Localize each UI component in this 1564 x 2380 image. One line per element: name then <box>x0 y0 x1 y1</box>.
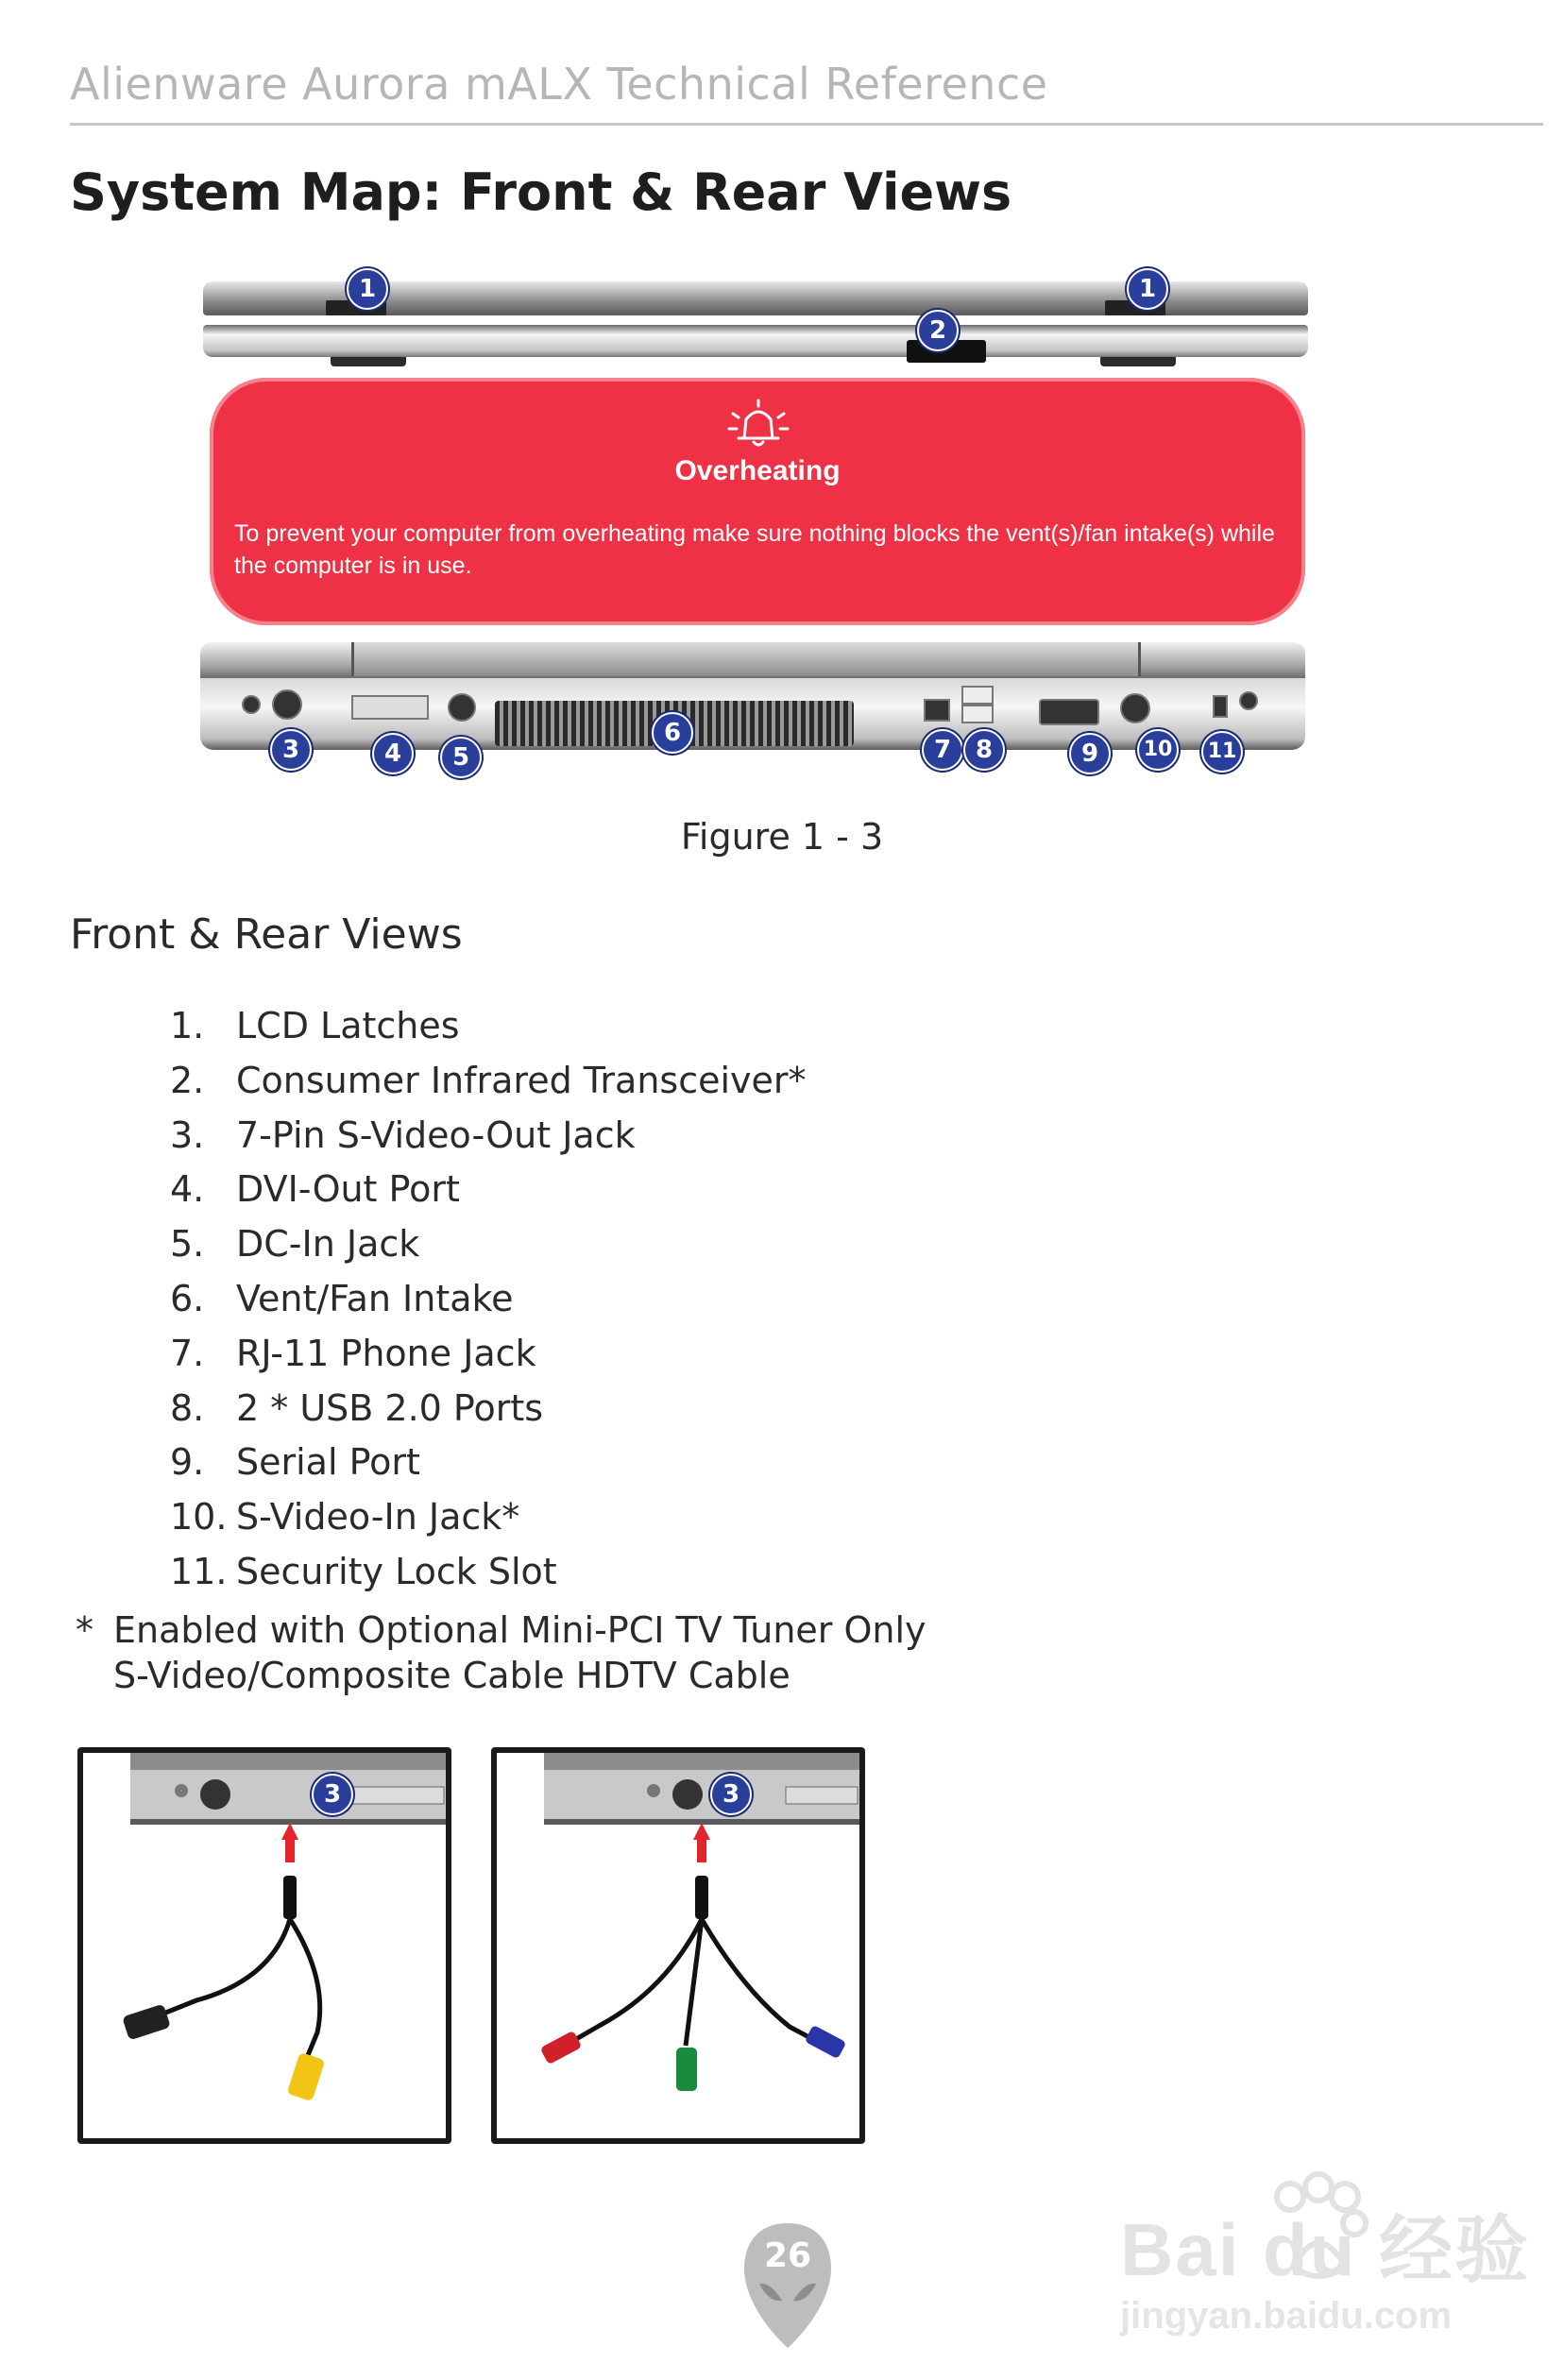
warning-text: To prevent your computer from overheating make sure nothing blocks the vent(s)/fan intake(s) while the computer is in use. <box>234 520 1275 579</box>
svideo-composite-cable-illustration <box>83 1753 446 2138</box>
figure-caption: Figure 1 - 3 <box>680 816 884 858</box>
rj11-phone-jack <box>924 699 950 722</box>
item-number: 4. <box>170 1168 205 1211</box>
security-lock-slot <box>1213 695 1228 718</box>
footnote-mark: * <box>76 1609 94 1651</box>
laptop-front-view <box>203 275 1308 376</box>
watermark-url: jingyan.baidu.com <box>1120 2295 1453 2337</box>
item-number: 7. <box>170 1332 205 1374</box>
callout-3: 3 <box>710 1774 752 1815</box>
usb-port-bottom <box>961 705 994 723</box>
list-item <box>170 1333 1114 1387</box>
callout-3: 3 <box>312 1774 353 1815</box>
item-number: 10. <box>170 1496 228 1538</box>
footnote-line-2: S-Video/Composite Cable HDTV Cable <box>113 1655 790 1696</box>
footnote-line-1: Enabled with Optional Mini-PCI TV Tuner Only <box>113 1609 926 1651</box>
item-number: 2. <box>170 1059 205 1101</box>
alarm-bell-icon <box>725 397 791 450</box>
watermark-brand: Bai du 经验 <box>1120 2208 1531 2291</box>
item-number: 6. <box>170 1277 205 1319</box>
item-label: Vent/Fan Intake <box>236 1277 514 1319</box>
list-item <box>170 1278 1114 1333</box>
item-label: Security Lock Slot <box>236 1550 557 1592</box>
item-number: 3. <box>170 1114 205 1156</box>
callout-4: 4 <box>372 733 414 774</box>
list-item <box>170 1168 1114 1223</box>
lid-bottom <box>203 325 1308 357</box>
foot-left <box>331 357 406 366</box>
item-label: 7-Pin S-Video-Out Jack <box>236 1114 636 1156</box>
header-rule <box>70 123 1543 126</box>
dc-in-jack <box>448 693 476 722</box>
callout-5: 5 <box>440 737 482 778</box>
item-label: LCD Latches <box>236 1005 460 1046</box>
item-label: DVI-Out Port <box>236 1168 460 1211</box>
running-header: Alienware Aurora mALX Technical Reference <box>70 59 1048 110</box>
warning-title: Overheating <box>674 455 841 486</box>
section-heading: Front & Rear Views <box>70 910 463 959</box>
item-label: Consumer Infrared Transceiver* <box>236 1059 807 1101</box>
callout-6: 6 <box>652 712 693 754</box>
list-item <box>170 1005 1114 1060</box>
list-item <box>170 1387 1114 1442</box>
item-label: S-Video-In Jack* <box>236 1496 520 1538</box>
list-item <box>170 1551 1114 1606</box>
list-item <box>170 1223 1114 1278</box>
hdtv-cable-illustration <box>497 1753 859 2138</box>
callout-1-left: 1 <box>347 268 388 310</box>
rear-hinge <box>351 642 1141 676</box>
list-item <box>170 1441 1114 1496</box>
callout-2: 2 <box>917 310 959 351</box>
serial-port <box>1039 699 1099 725</box>
callout-7: 7 <box>922 729 963 771</box>
svideo-composite-cable-photo <box>77 1747 451 2144</box>
parts-list <box>170 1005 1114 1606</box>
svideo-in-jack <box>1120 693 1150 723</box>
overheating-warning <box>210 378 1305 625</box>
page-title: System Map: Front & Rear Views <box>70 162 1012 222</box>
callout-3: 3 <box>270 729 312 771</box>
callout-9: 9 <box>1069 733 1111 774</box>
list-item <box>170 1060 1114 1114</box>
callout-8: 8 <box>963 729 1005 771</box>
item-number: 5. <box>170 1223 205 1266</box>
dvi-out-port <box>351 695 429 720</box>
callout-10: 10 <box>1137 729 1179 771</box>
item-number: 9. <box>170 1441 205 1484</box>
hdtv-cable-photo <box>491 1747 865 2144</box>
callout-11: 11 <box>1201 731 1243 773</box>
item-number: 8. <box>170 1386 205 1429</box>
usb-port-top <box>961 686 994 705</box>
foot-right <box>1100 357 1176 366</box>
item-label: Serial Port <box>236 1441 420 1484</box>
item-number: 1. <box>170 1005 205 1046</box>
screw-left <box>242 695 261 714</box>
item-label: DC-In Jack <box>236 1223 420 1266</box>
item-label: 2 * USB 2.0 Ports <box>236 1386 544 1429</box>
item-number: 11. <box>170 1550 228 1592</box>
laptop-rear-view <box>200 642 1305 774</box>
screw-right <box>1239 691 1258 710</box>
list-item <box>170 1496 1114 1551</box>
svideo-out-jack <box>272 689 302 720</box>
list-item <box>170 1114 1114 1169</box>
callout-1-right: 1 <box>1127 268 1168 310</box>
page-number: 26 <box>763 2236 812 2275</box>
item-label: RJ-11 Phone Jack <box>236 1332 536 1374</box>
